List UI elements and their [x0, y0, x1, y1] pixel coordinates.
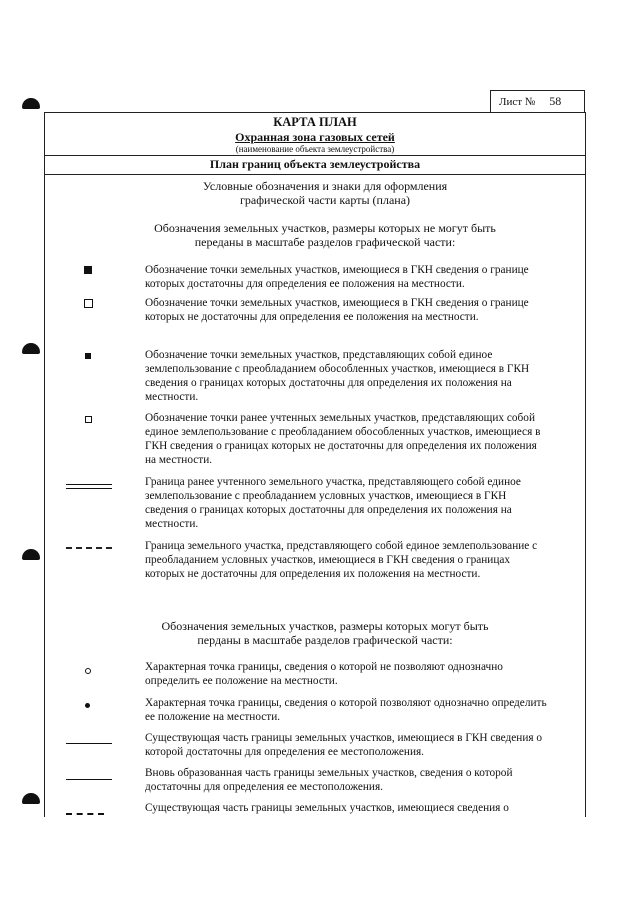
solid-point-icon [85, 703, 90, 708]
group1-heading: Обозначения земельных участков, размеры которых не могут быть переданы в масштабе разделов графической части: [154, 221, 496, 249]
hollow-point-icon [85, 668, 91, 674]
binder-hole-mark [22, 549, 40, 560]
empty-square-icon [84, 299, 93, 308]
legend-item: Обозначение точки земельных участков, имеющиеся в ГКН сведения о границе которых не достаточны для определения ее положения на местности. [145, 297, 529, 323]
map-title: КАРТА ПЛАН [273, 115, 357, 129]
legend-item: Существующая часть границы земельных участков, имеющиеся в ГКН сведения о которой достаточны для определения ее местоположения. [145, 732, 543, 758]
small-filled-square-icon [85, 353, 91, 359]
legend-item: Обозначение точки ранее учтенных земельных участков, представляющих собой единое землепользование с преобладанием обособленных участков, имеющиеся в ГКН сведения о границах которых не достаточны для определения их положения на местности. [145, 412, 541, 466]
sheet-number-box [490, 90, 585, 113]
group2-heading: Обозначения земельных участков, размеры которых могут быть перданы в масштабе разделов графической части: [161, 619, 489, 647]
legend-heading: Условные обозначения и знаки для оформления графической части карты (плана) [202, 179, 448, 207]
object-caption: (наименование объекта землеустройства) [235, 144, 395, 154]
legend-item: Обозначение точки земельных участков, представляющих собой единое землепользование с преобладанием обособленных участков, имеющиеся в ГКН сведения о границах которых достаточны для определения их положения на местности. [145, 349, 530, 403]
binder-hole-mark [22, 793, 40, 804]
bold-dashed-line-icon [66, 813, 104, 815]
legend-item: Обозначение точки земельных участков, имеющиеся в ГКН сведения о границе которых достаточны для определения ее положения на местности. [145, 264, 529, 290]
filled-square-icon [84, 266, 92, 274]
object-name: Охранная зона газовых сетей [235, 130, 395, 144]
legend-item: Граница ранее учтенного земельного участка, представляющего собой единое землепользование с преобладанием условных участков, имеющиеся в ГКН сведения о границах которых достаточны для определения их положения на местности. [145, 476, 521, 530]
sheet-label: Лист № [499, 95, 536, 108]
title-block [44, 112, 586, 156]
solid-line-icon [66, 743, 112, 744]
section-title: План границ объекта землеустройства [44, 155, 586, 175]
sheet-number: 58 [549, 94, 562, 108]
binder-hole-mark [22, 343, 40, 354]
small-empty-square-icon [85, 416, 92, 423]
binder-hole-mark [22, 98, 40, 109]
legend-item: Существующая часть границы земельных участков, имеющиеся сведения о [145, 802, 509, 814]
dashed-line-icon [66, 547, 112, 549]
solid-line-icon [66, 779, 112, 780]
double-line-icon [66, 484, 112, 489]
legend-item: Характерная точка границы, сведения о которой не позволяют однозначно определить ее положение на местности. [145, 661, 503, 687]
legend-item: Характерная точка границы, сведения о которой позволяют однозначно определить ее положение на местности. [145, 697, 547, 723]
legend-item: Вновь образованная часть границы земельных участков, сведения о которой достаточны для определения ее местоположения. [145, 767, 513, 793]
legend-item: Граница земельного участка, представляющего собой единое землепользование с преобладанием условных участков, имеющиеся в ГКН сведения о границах которых не достаточны для определения их положения на местности. [145, 540, 538, 580]
